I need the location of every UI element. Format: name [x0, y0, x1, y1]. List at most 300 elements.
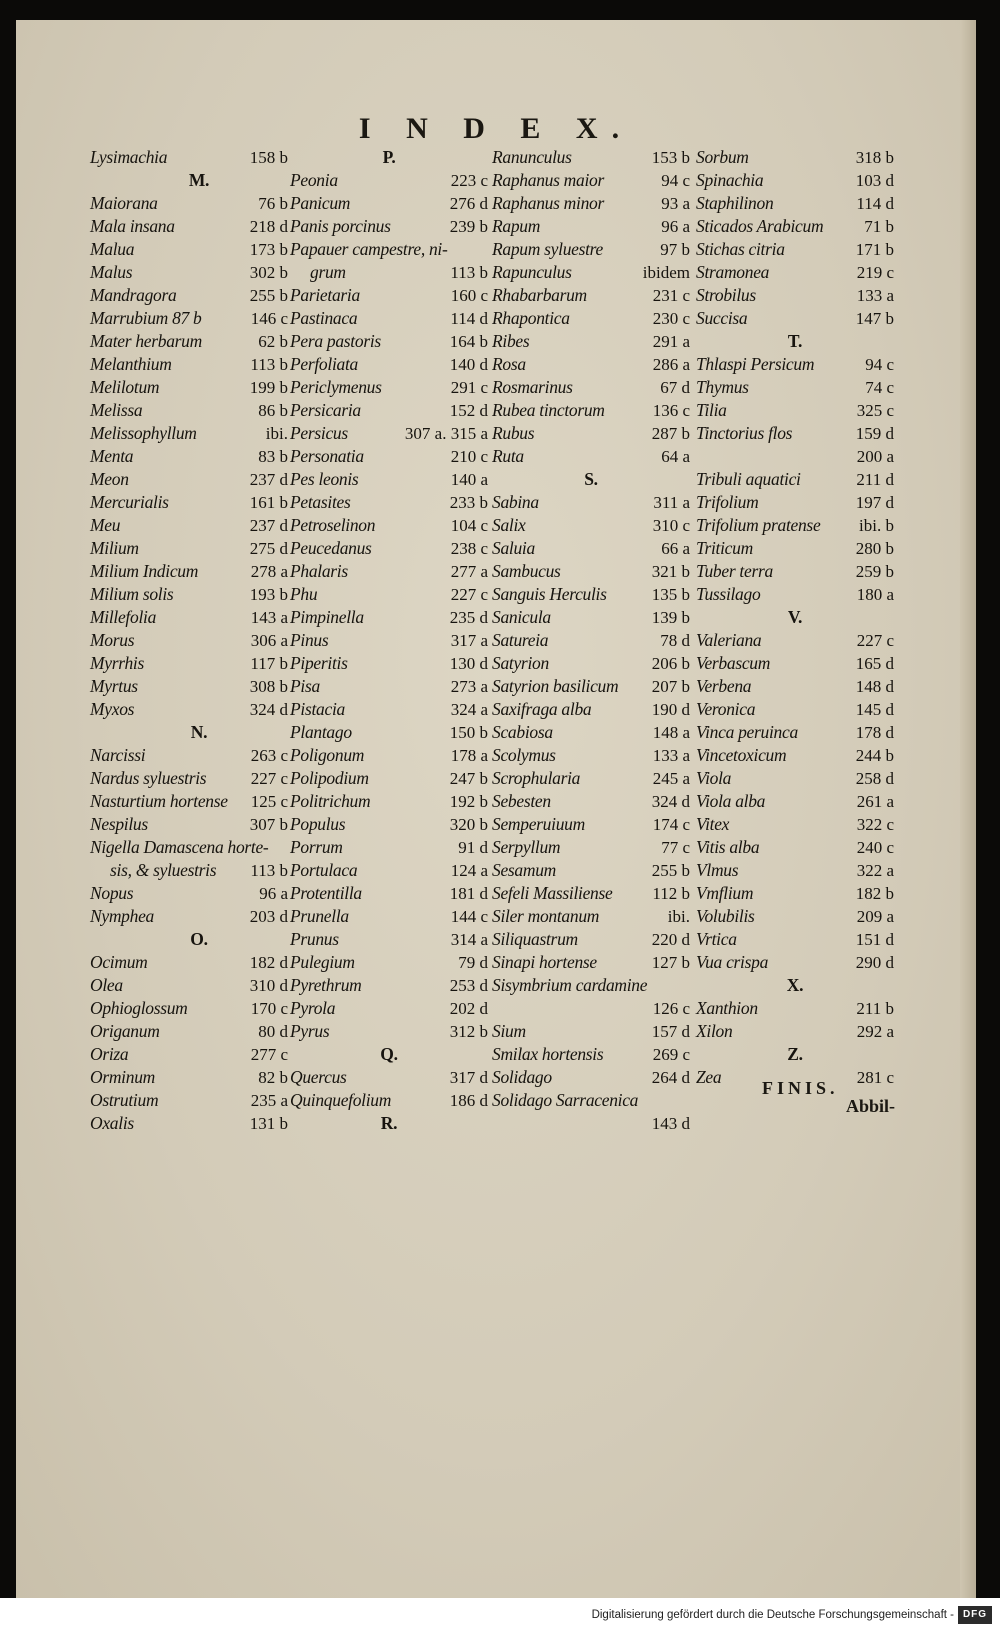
index-entry [90, 1043, 288, 1066]
index-entry [696, 307, 894, 330]
index-entry [492, 215, 690, 238]
index-entry [90, 675, 288, 698]
entry-term: Melissa [90, 400, 143, 420]
index-section-letter [290, 146, 488, 169]
entry-page-ref: 202 d [449, 999, 488, 1018]
index-entry [290, 882, 488, 905]
entry-page-ref: 86 b [258, 401, 288, 420]
entry-term: Myrtus [90, 676, 138, 696]
entry-page-ref: ibi. [265, 424, 288, 443]
entry-page-ref: 173 b [249, 240, 288, 259]
entry-term: Panis porcinus [290, 216, 391, 236]
entry-term: Petroselinon [290, 515, 376, 535]
entry-page-ref: 255 b [651, 861, 690, 880]
entry-page-ref: 150 b [449, 723, 488, 742]
entry-term: Vrtica [696, 929, 737, 949]
index-entry [696, 238, 894, 261]
section-letter: Z. [787, 1044, 803, 1064]
index-entry [90, 376, 288, 399]
entry-term: Morus [90, 630, 135, 650]
entry-term: Viola [696, 768, 732, 788]
entry-page-ref: 235 d [449, 608, 488, 627]
entry-page-ref: 104 c [450, 516, 488, 535]
index-entry [290, 192, 488, 215]
index-entry [90, 491, 288, 514]
entry-term: Panicum [290, 193, 351, 213]
index-entry [696, 560, 894, 583]
entry-page-ref: 148 d [855, 677, 894, 696]
entry-page-ref: 103 d [855, 171, 894, 190]
entry-page-ref: 145 d [855, 700, 894, 719]
index-heading: I N D E X. [358, 112, 634, 145]
entry-page-ref: 124 a [450, 861, 488, 880]
index-section-letter [90, 169, 288, 192]
index-entry [696, 652, 894, 675]
index-entry [696, 882, 894, 905]
index-entry [696, 721, 894, 744]
entry-term: Olea [90, 975, 123, 995]
index-entry [696, 629, 894, 652]
index-entry [90, 974, 288, 997]
entry-term: Pyrus [290, 1021, 330, 1041]
entry-page-ref: 174 c [652, 815, 690, 834]
entry-term: Stichas citria [696, 239, 785, 259]
entry-term: Poligonum [290, 745, 365, 765]
entry-term: Valeriana [696, 630, 762, 650]
entry-page-ref: 286 a [652, 355, 690, 374]
entry-term: Ophioglossum [90, 998, 188, 1018]
entry-term: Perfoliata [290, 354, 358, 374]
digitization-footer [0, 1598, 1000, 1634]
index-entry [290, 215, 488, 238]
index-entry [90, 284, 288, 307]
index-entry [290, 767, 488, 790]
entry-term: Strobilus [696, 285, 756, 305]
entry-page-ref: 255 b [249, 286, 288, 305]
entry-term: Milium [90, 538, 139, 558]
index-section-letter [290, 1043, 488, 1066]
entry-page-ref: 233 b [449, 493, 488, 512]
index-entry [90, 146, 288, 169]
section-letter: S. [584, 469, 598, 489]
index-entry [696, 284, 894, 307]
index-entry [696, 169, 894, 192]
index-entry [90, 537, 288, 560]
entry-page-ref: 131 b [249, 1114, 288, 1133]
index-entry [696, 215, 894, 238]
entry-page-ref: 133 a [856, 286, 894, 305]
index-entry [696, 928, 894, 951]
entry-page-ref: 125 c [250, 792, 288, 811]
index-entry [696, 790, 894, 813]
section-letter: X. [786, 975, 804, 995]
entry-term: Porrum [290, 837, 343, 857]
entry-term: Sesamum [492, 860, 557, 880]
entry-page-ref: 74 c [865, 378, 894, 397]
index-entry [696, 698, 894, 721]
entry-page-ref: 200 a [856, 447, 894, 466]
entry-term: Sanguis Herculis [492, 584, 607, 604]
entry-term: Xanthion [696, 998, 758, 1018]
index-entry [290, 859, 488, 882]
entry-term: Solidago Sarracenica [492, 1090, 639, 1110]
index-entry [90, 997, 288, 1020]
entry-page-ref: 190 d [651, 700, 690, 719]
index-entry [492, 744, 690, 767]
entry-page-ref: 158 b [249, 148, 288, 167]
entry-term: Scrophularia [492, 768, 581, 788]
index-entry [290, 468, 488, 491]
entry-term: Staphilinon [696, 193, 774, 213]
entry-term: Sticados Arabicum [696, 216, 824, 236]
entry-term: Mater herbarum [90, 331, 202, 351]
entry-page-ref: 193 b [249, 585, 288, 604]
index-entry [290, 1066, 488, 1089]
entry-page-ref: 143 d [651, 1114, 690, 1133]
entry-term: Malua [90, 239, 135, 259]
entry-term: Vitis alba [696, 837, 760, 857]
entry-term: Menta [90, 446, 134, 466]
index-section-letter [290, 1112, 488, 1135]
entry-page-ref: 151 d [855, 930, 894, 949]
index-entry [290, 445, 488, 468]
index-entry [290, 376, 488, 399]
entry-page-ref: 139 b [651, 608, 690, 627]
entry-page-ref: 203 d [249, 907, 288, 926]
entry-term: Stramonea [696, 262, 770, 282]
index-entry [492, 307, 690, 330]
entry-page-ref: 143 a [250, 608, 288, 627]
entry-term: Mercurialis [90, 492, 169, 512]
entry-page-ref: 182 d [249, 953, 288, 972]
index-entry [290, 330, 488, 353]
index-section-letter [696, 330, 894, 353]
entry-term: Scolymus [492, 745, 556, 765]
entry-page-ref: 264 d [651, 1068, 690, 1087]
entry-page-ref: 322 c [856, 815, 894, 834]
entry-term: Pulegium [290, 952, 355, 972]
index-entry [290, 491, 488, 514]
entry-term: Satyrion basilicum [492, 676, 619, 696]
entry-term: Spinachia [696, 170, 764, 190]
entry-page-ref: 237 d [249, 516, 288, 535]
entry-term: Vua crispa [696, 952, 769, 972]
entry-term: Pinus [290, 630, 329, 650]
index-entry [492, 629, 690, 652]
entry-term: Myrrhis [90, 653, 144, 673]
index-column-4 [696, 146, 894, 1089]
entry-term: Quercus [290, 1067, 347, 1087]
index-entry [696, 261, 894, 284]
entry-term: Trifolium [696, 492, 759, 512]
entry-term: Pistacia [290, 699, 345, 719]
entry-page-ref: 165 d [855, 654, 894, 673]
entry-page-ref: 320 b [449, 815, 488, 834]
entry-page-ref: 77 c [661, 838, 690, 857]
index-entry [492, 169, 690, 192]
entry-page-ref: 146 c [250, 309, 288, 328]
entry-term: Thlaspi Persicum [696, 354, 815, 374]
index-entry [696, 767, 894, 790]
entry-page-ref: 259 b [855, 562, 894, 581]
index-entry [90, 652, 288, 675]
index-entry [90, 399, 288, 422]
entry-page-ref: 135 b [651, 585, 690, 604]
entry-term: Zea [696, 1067, 722, 1087]
index-entry [290, 583, 488, 606]
index-entry [492, 721, 690, 744]
entry-term: Phalaris [290, 561, 348, 581]
entry-page-ref: 97 b [660, 240, 690, 259]
entry-page-ref: 64 a [661, 447, 690, 466]
entry-page-ref: 230 c [652, 309, 690, 328]
entry-term: Mandragora [90, 285, 177, 305]
entry-term: Sinapi hortense [492, 952, 597, 972]
entry-page-ref: 307 a. 315 a [404, 424, 488, 443]
entry-page-ref: 227 c [250, 769, 288, 788]
entry-page-ref: 261 a [856, 792, 894, 811]
entry-page-ref: 76 b [258, 194, 288, 213]
entry-page-ref: 290 d [855, 953, 894, 972]
entry-term: Thymus [696, 377, 749, 397]
entry-term: Parietaria [290, 285, 360, 305]
index-entry [90, 813, 288, 836]
entry-page-ref: 114 d [856, 194, 894, 213]
index-entry [492, 192, 690, 215]
index-entry [90, 307, 288, 330]
entry-term: Nardus syluestris [90, 768, 207, 788]
index-entry [290, 169, 488, 192]
entry-page-ref: 324 d [651, 792, 690, 811]
entry-term: Quinquefolium [290, 1090, 392, 1110]
entry-page-ref: 291 c [450, 378, 488, 397]
entry-page-ref: 322 a [856, 861, 894, 880]
entry-term: Vitex [696, 814, 730, 834]
entry-page-ref: 317 d [449, 1068, 488, 1087]
entry-term: Phu [290, 584, 318, 604]
index-entry [290, 698, 488, 721]
index-entry [696, 353, 894, 376]
index-entry [290, 560, 488, 583]
entry-term: Piperitis [290, 653, 348, 673]
index-entry [90, 353, 288, 376]
entry-term: Melilotum [90, 377, 160, 397]
entry-term: Peonia [290, 170, 338, 190]
index-entry [290, 813, 488, 836]
index-section-letter [90, 721, 288, 744]
index-entry [90, 422, 288, 445]
entry-term: Ruta [492, 446, 524, 466]
index-entry [696, 836, 894, 859]
entry-page-ref: 178 a [450, 746, 488, 765]
index-section-letter [696, 1043, 894, 1066]
entry-term: Vlmus [696, 860, 739, 880]
entry-page-ref: 239 b [449, 217, 488, 236]
entry-term: Sabina [492, 492, 539, 512]
index-entry [290, 399, 488, 422]
entry-term: Smilax hortensis [492, 1044, 604, 1064]
index-entry [90, 445, 288, 468]
index-entry [290, 307, 488, 330]
entry-page-ref: 160 c [450, 286, 488, 305]
index-entry [90, 698, 288, 721]
index-entry [290, 1020, 488, 1043]
section-letter: O. [190, 929, 208, 949]
index-entry [290, 284, 488, 307]
index-entry [90, 514, 288, 537]
entry-term: Meon [90, 469, 129, 489]
index-entry [90, 859, 288, 882]
entry-term: Triticum [696, 538, 753, 558]
entry-page-ref: 218 d [249, 217, 288, 236]
entry-term: Maiorana [90, 193, 158, 213]
index-entry [290, 675, 488, 698]
entry-term: Oriza [90, 1044, 129, 1064]
index-entry [90, 629, 288, 652]
index-entry [290, 905, 488, 928]
index-entry [492, 836, 690, 859]
entry-page-ref: 140 a [450, 470, 488, 489]
entry-term: Oxalis [90, 1113, 134, 1133]
index-entry [492, 445, 690, 468]
entry-page-ref: 80 d [258, 1022, 288, 1041]
section-letter: R. [380, 1113, 398, 1133]
entry-page-ref: 114 d [450, 309, 488, 328]
entry-page-ref: 136 c [652, 401, 690, 420]
index-entry [492, 514, 690, 537]
index-entry [90, 767, 288, 790]
entry-page-ref: 325 c [856, 401, 894, 420]
index-section-letter [90, 928, 288, 951]
entry-page-ref: 170 c [250, 999, 288, 1018]
index-entry [492, 583, 690, 606]
entry-page-ref: 96 a [661, 217, 690, 236]
entry-page-ref: 277 c [250, 1045, 288, 1064]
index-column-3 [492, 146, 690, 1135]
entry-term: Rhapontica [492, 308, 570, 328]
entry-term: Rosmarinus [492, 377, 573, 397]
book-page [16, 20, 976, 1598]
index-entry [90, 951, 288, 974]
entry-term: Volubilis [696, 906, 755, 926]
entry-page-ref: 227 c [856, 631, 894, 650]
entry-term: Salix [492, 515, 526, 535]
entry-page-ref: 96 a [259, 884, 288, 903]
entry-term: Sebesten [492, 791, 551, 811]
index-section-letter [696, 974, 894, 997]
index-column-2 [290, 146, 488, 1135]
entry-term: Protentilla [290, 883, 362, 903]
entry-term: Semperuiuum [492, 814, 585, 834]
finis-text: FINIS. [762, 1078, 839, 1098]
entry-page-ref: 210 c [450, 447, 488, 466]
entry-page-ref: 140 d [449, 355, 488, 374]
entry-term: Ribes [492, 331, 530, 351]
index-entry [492, 790, 690, 813]
entry-term: Veronica [696, 699, 756, 719]
index-entry [290, 261, 488, 284]
entry-term: Lysimachia [90, 147, 168, 167]
entry-term: Solidago [492, 1067, 552, 1087]
entry-term: Melissophyllum [90, 423, 197, 443]
entry-page-ref: 253 d [449, 976, 488, 995]
entry-page-ref: 186 d [449, 1091, 488, 1110]
index-entry [696, 675, 894, 698]
entry-page-ref: 117 b [250, 654, 288, 673]
entry-term: Sorbum [696, 147, 749, 167]
entry-page-ref: 292 a [856, 1022, 894, 1041]
index-entry [290, 1089, 488, 1112]
index-entry [492, 997, 690, 1020]
entry-page-ref: 78 d [660, 631, 690, 650]
index-entry [492, 974, 690, 997]
index-entry [90, 330, 288, 353]
entry-term: Origanum [90, 1021, 160, 1041]
section-letter: M. [188, 170, 210, 190]
index-entry [492, 905, 690, 928]
entry-page-ref: 113 b [450, 263, 488, 282]
entry-page-ref: 245 a [652, 769, 690, 788]
entry-page-ref: ibidem [642, 263, 690, 282]
entry-term: Verbena [696, 676, 752, 696]
entry-term: Periclymenus [290, 377, 382, 397]
entry-page-ref: 263 c [250, 746, 288, 765]
entry-page-ref: 258 d [855, 769, 894, 788]
entry-term: Pimpinella [290, 607, 364, 627]
index-entry [90, 905, 288, 928]
index-entry [290, 836, 488, 859]
index-entry [492, 652, 690, 675]
entry-term: Tilia [696, 400, 727, 420]
entry-term: Pastinaca [290, 308, 358, 328]
index-entry [492, 859, 690, 882]
page-spine-edge [960, 20, 976, 1598]
entry-page-ref: 291 a [652, 332, 690, 351]
index-entry [492, 767, 690, 790]
index-entry [90, 583, 288, 606]
index-entry [290, 537, 488, 560]
index-entry [90, 744, 288, 767]
entry-page-ref: 310 c [652, 516, 690, 535]
index-entry [90, 882, 288, 905]
index-entry [696, 859, 894, 882]
entry-page-ref: 273 a [450, 677, 488, 696]
entry-term: Rapum syluestre [492, 239, 604, 259]
index-entry [90, 1020, 288, 1043]
entry-page-ref: 127 b [651, 953, 690, 972]
section-letter: V. [787, 607, 803, 627]
entry-term: Satyrion [492, 653, 549, 673]
entry-page-ref: 157 d [651, 1022, 690, 1041]
entry-term: Rubea tinctorum [492, 400, 605, 420]
entry-term: Tribuli aquatici [696, 469, 801, 489]
entry-term: Rosa [492, 354, 526, 374]
entry-page-ref: 311 a [653, 493, 690, 512]
entry-page-ref: 206 b [651, 654, 690, 673]
entry-term: Milium solis [90, 584, 174, 604]
index-entry [290, 238, 488, 261]
entry-term: Ostrutium [90, 1090, 159, 1110]
index-entry [90, 468, 288, 491]
entry-page-ref: 321 b [651, 562, 690, 581]
index-entry [696, 422, 894, 445]
index-entry [492, 813, 690, 836]
index-entry [696, 468, 894, 491]
entry-term: Personatia [290, 446, 364, 466]
entry-term: Pes leonis [290, 469, 359, 489]
index-entry [696, 192, 894, 215]
entry-page-ref: 235 a [250, 1091, 288, 1110]
